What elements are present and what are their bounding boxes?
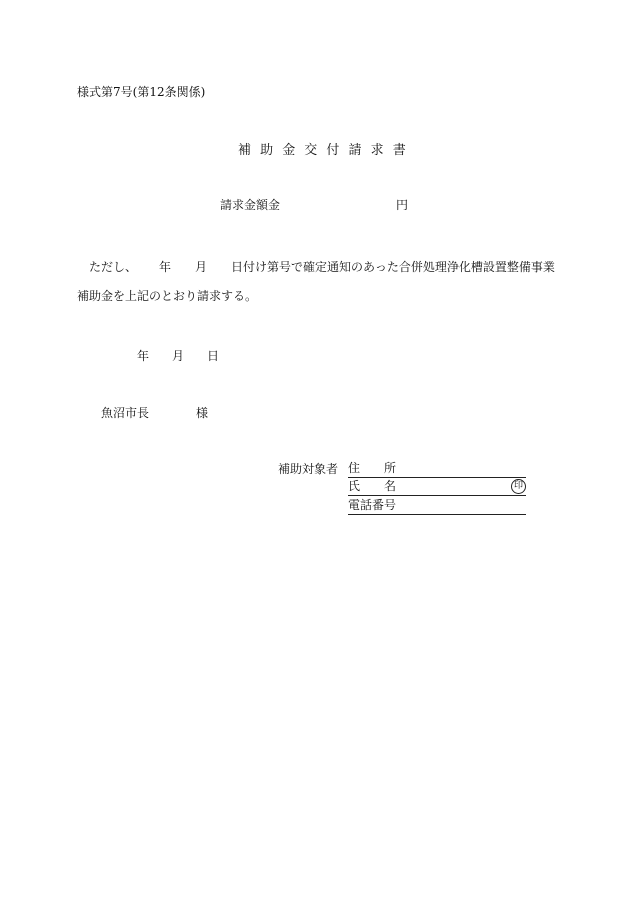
body-prefix: ただし、 (89, 260, 138, 274)
name-field[interactable] (348, 479, 526, 496)
amount-unit-yen: 円 (396, 198, 409, 212)
address-field[interactable] (348, 461, 526, 478)
applicant-label: 補助対象者 (278, 462, 339, 476)
name-label: 氏 名 (348, 479, 397, 493)
requested-amount-label: 請求金額金 (220, 198, 281, 212)
addressee-name: 魚沼市長 (101, 406, 150, 420)
date-day: 日 (207, 349, 220, 363)
document-title: 補助金交付請求書 (238, 143, 415, 158)
date-month: 月 (172, 349, 185, 363)
addressee-suffix: 様 (196, 406, 209, 420)
date-year: 年 (137, 349, 150, 363)
form-number: 様式第7号(第12条関係) (77, 85, 206, 99)
body-rest: 日付け第号で確定通知のあった合併処理浄化槽設置整備事業 (231, 260, 555, 274)
body-year: 年 (159, 260, 172, 274)
address-label: 住 所 (348, 461, 397, 475)
body-text-line-2: 補助金を上記のとおり請求する。 (77, 289, 258, 303)
seal-icon: 印 (511, 479, 526, 494)
body-month: 月 (195, 260, 208, 274)
phone-field[interactable] (348, 498, 526, 515)
phone-label: 電話番号 (348, 498, 397, 512)
